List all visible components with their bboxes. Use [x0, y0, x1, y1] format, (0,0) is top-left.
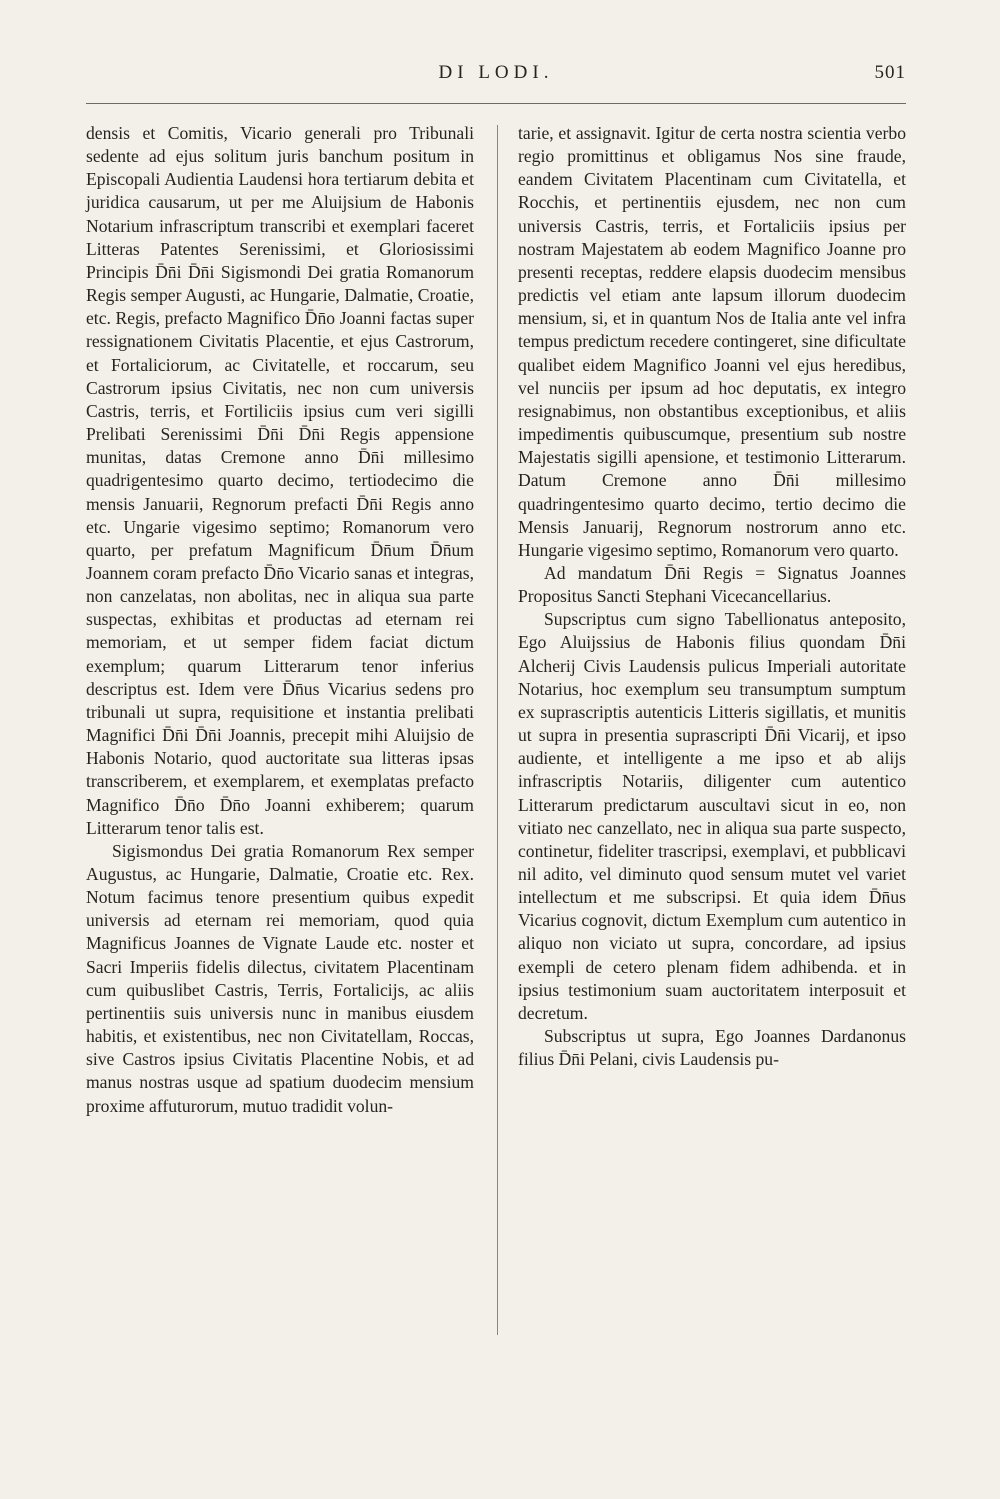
- paragraph: Subscriptus ut supra, Ego Joannes Dardanonus filius D̄n̄i Pelani, civis Laudensis pu-: [518, 1026, 906, 1070]
- left-column: [86, 122, 474, 1118]
- paragraph: Supscriptus cum signo Tabellionatus anteposito, Ego Aluijssius de Habonis filius quondam D̄n̄i Alcherij Civis Laudensis pulicus Imperiali autoritate Notarius, hoc exemplum seu transumptum sumptum ex suprascriptis autenticis Litteris sigillatis, et munitis ut supra in presentia suprascripti D̄n̄i Vicarij, et ipso audiente, et intelligente a me ipso et ab alijs infrascriptis Notariis, diligenter cum autentico Litterarum predictarum auscultavi sicut in eo, non vitiato nec canzellato, nec in aliqua sua parte suspecto, continetur, fideliter trascripsi, exemplavi, et pubblicavi nil adito, vel diminuto quod sensum mutet vel variet intellectum et me subscripsi. Et quia idem D̄n̄us Vicarius cognovit, dictum Exemplum cum autentico in aliquo non viciato ut supra, concordare, ad ipsius exempli de cetero plenam fidem adhibenda. et in ipsius testimonium suam auctoritatem interposuit et decretum.: [518, 609, 906, 1023]
- paragraph: Sigismondus Dei gratia Romanorum Rex semper Augustus, ac Hungarie, Dalmatie, Croatie etc. Rex. Notum facimus tenore presentium quibus expedit universis ad eternam rei memoriam, quod quia Magnificus Joannes de Vignate Laude etc. noster et Sacri Imperiis fidelis dilectus, civitatem Placentinam cum quibuslibet Castris, Terris, Fortalicijs, ac aliis pertinentiis suis universis nunc in manibus eiusdem habitis, et existentibus, nec non Civitatellam, Roccas, sive Castros ipsius Civitatis Placentine Nobis, et ad manus nostras usque ad spatium duodecim mensium proxime affuturorum, mutuo tradidit volun-: [86, 840, 474, 1116]
- page-number: 501: [874, 62, 906, 83]
- right-column: [518, 122, 906, 1071]
- running-title: DI LODI.: [438, 62, 554, 83]
- header-rule: [86, 103, 906, 104]
- paragraph: Ad mandatum D̄n̄i Regis = Signatus Joannes Propositus Sancti Stephani Vicecancellarius.: [518, 562, 906, 607]
- column-divider: [497, 125, 498, 1335]
- paragraph: tarie, et assignavit. Igitur de certa nostra scientia verbo regio promittinus et obligamus Nos sine fraude, eandem Civitatem Placentinam cum Civitatella, et Rocchis, et pertinentiis ejusdem, nec non cum universis Castris, terris, et Fortaliciis ipsius per nostram Majestatem ab eodem Magnifico Joanne pro presenti receptas, reddere elapsis duodecim mensibus predictis vel etiam ante lapsum illorum duodecim mensium, si, et in quantum Nos de Italia ante vel infra tempus predictum recedere contingeret, sine dificultate qualibet eidem Magnifico Joanni vel ejus heredibus, vel nunciis per ipsum ad hoc deputatis, ex integro resignabimus, non obstantibus exceptionibus, et aliis impedimentis quibuscumque, presentium sub nostre Majestatis sigilli apensione, et testimonio Litterarum. Datum Cremone anno D̄n̄i millesimo quadringentesimo quarto decimo, tertio decimo die Mensis Januarij, Regnorum nostrorum anno etc. Hungarie vigesimo septimo, Romanorum vero quarto.: [518, 123, 906, 560]
- running-head: [86, 62, 906, 92]
- paragraph: densis et Comitis, Vicario generali pro Tribunali sedente ad ejus solitum juris banchum positum in Episcopali Audientia Laudensi hora tertiarum debita et juridica causarum, ut per me Aluijsium de Habonis Notarium infrascriptum transcribi et exemplari faceret Litteras Patentes Serenissimi, et Gloriosissimi Principis D̄n̄i D̄n̄i Sigismondi Dei gratia Romanorum Regis semper Augusti, ac Hungarie, Dalmatie, Croatie, etc. Regis, prefacto Magnifico D̄n̄o Joanni factas super ressignationem Civitatis Placentie, et ejus Castrorum, et Fortaliciorum, ac Civitatelle, et roccarum, seu Castrorum ipsius Civitatis, nec non cum universis Castris, terris, et Fortiliciis ipsius cum veri sigilli Prelibati Serenissimi D̄n̄i D̄n̄i Regis appensione munitas, datas Cremone anno D̄n̄i millesimo quadrigentesimo quarto decimo, tertiodecimo die mensis Januarii, Regnorum prefacti D̄n̄i Regis anno etc. Ungarie vigesimo septimo; Romanorum vero quarto, per prefatum Magnificum D̄n̄um D̄n̄um Joannem coram prefacto D̄n̄o Vicario sanas et integras, non canzelatas, non abolitas, nec in aliqua sua parte suspectas, exhibitas et productas ad eternam rei memoriam, et ut semper fidem faciat dictum exemplum; quarum Litterarum tenor inferius descriptus est. Idem vere D̄n̄us Vicarius sedens pro tribunali ut supra, requisitione et instantia prelibati Magnifici D̄n̄i D̄n̄i Joannis, precepit mihi Aluijsio de Habonis Notario, quod auctoritate sua litteras ipsas transcriberem, et exemplarem, et exemplatas prefacto Magnifico D̄n̄o D̄n̄o Joanni exhiberem; quarum Litterarum tenor talis est.: [86, 123, 474, 838]
